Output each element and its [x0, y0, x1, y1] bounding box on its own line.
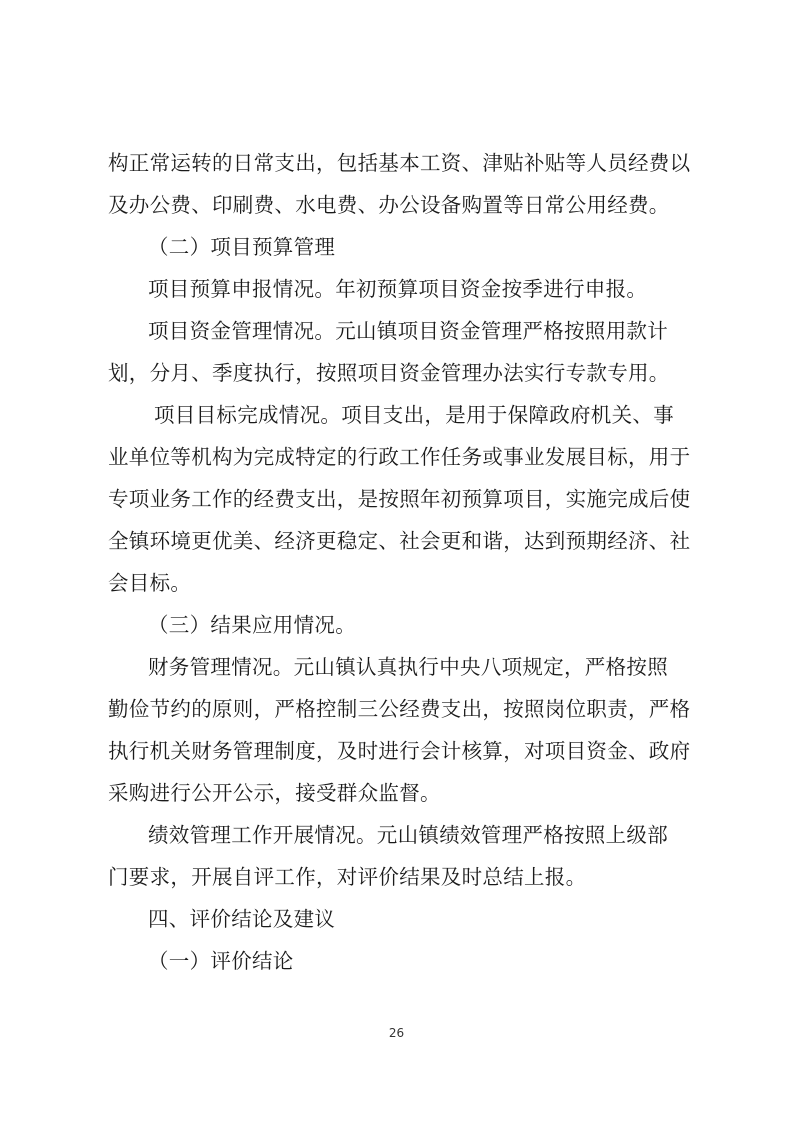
- paragraph-line: 划，分月、季度执行，按照项目资金管理办法实行专款专用。: [108, 361, 670, 385]
- paragraph-line: 及办公费、印刷费、水电费、办公设备购置等日常公用经费。: [108, 193, 670, 217]
- paragraph-line: 专项业务工作的经费支出，是按照年初预算项目，实施完成后使: [108, 487, 691, 511]
- section-heading: 四、评价结论及建议: [148, 907, 336, 931]
- paragraph-line: 会目标。: [108, 571, 192, 595]
- paragraph-line: 全镇环境更优美、经济更稳定、社会更和谐，达到预期经济、社: [108, 529, 691, 553]
- section-heading: （二）项目预算管理: [148, 235, 336, 259]
- paragraph-line: 勤俭节约的原则，严格控制三公经费支出，按照岗位职责，严格: [108, 697, 691, 721]
- paragraph-line: 业单位等机构为完成特定的行政工作任务或事业发展目标，用于: [108, 445, 691, 469]
- paragraph-line: 绩效管理工作开展情况。元山镇绩效管理严格按照上级部: [148, 823, 668, 847]
- paragraph-line: 执行机关财务管理制度，及时进行会计核算，对项目资金、政府: [108, 739, 691, 763]
- paragraph-line: 构正常运转的日常支出，包括基本工资、津贴补贴等人员经费以: [108, 151, 691, 175]
- paragraph-line: 项目资金管理情况。元山镇项目资金管理严格按照用款计: [148, 319, 668, 343]
- paragraph-line: 门要求，开展自评工作，对评价结果及时总结上报。: [108, 865, 587, 889]
- section-heading: （一）评价结论: [148, 949, 294, 973]
- paragraph-line: 项目目标完成情况。项目支出，是用于保障政府机关、事: [154, 403, 674, 427]
- page-number: 26: [388, 1026, 405, 1040]
- paragraph-line: 采购进行公开公示，接受群众监督。: [108, 781, 441, 805]
- paragraph-line: 项目预算申报情况。年初预算项目资金按季进行申报。: [148, 277, 648, 301]
- paragraph-line: 财务管理情况。元山镇认真执行中央八项规定，严格按照: [148, 655, 668, 679]
- section-heading: （三）结果应用情况。: [148, 613, 356, 637]
